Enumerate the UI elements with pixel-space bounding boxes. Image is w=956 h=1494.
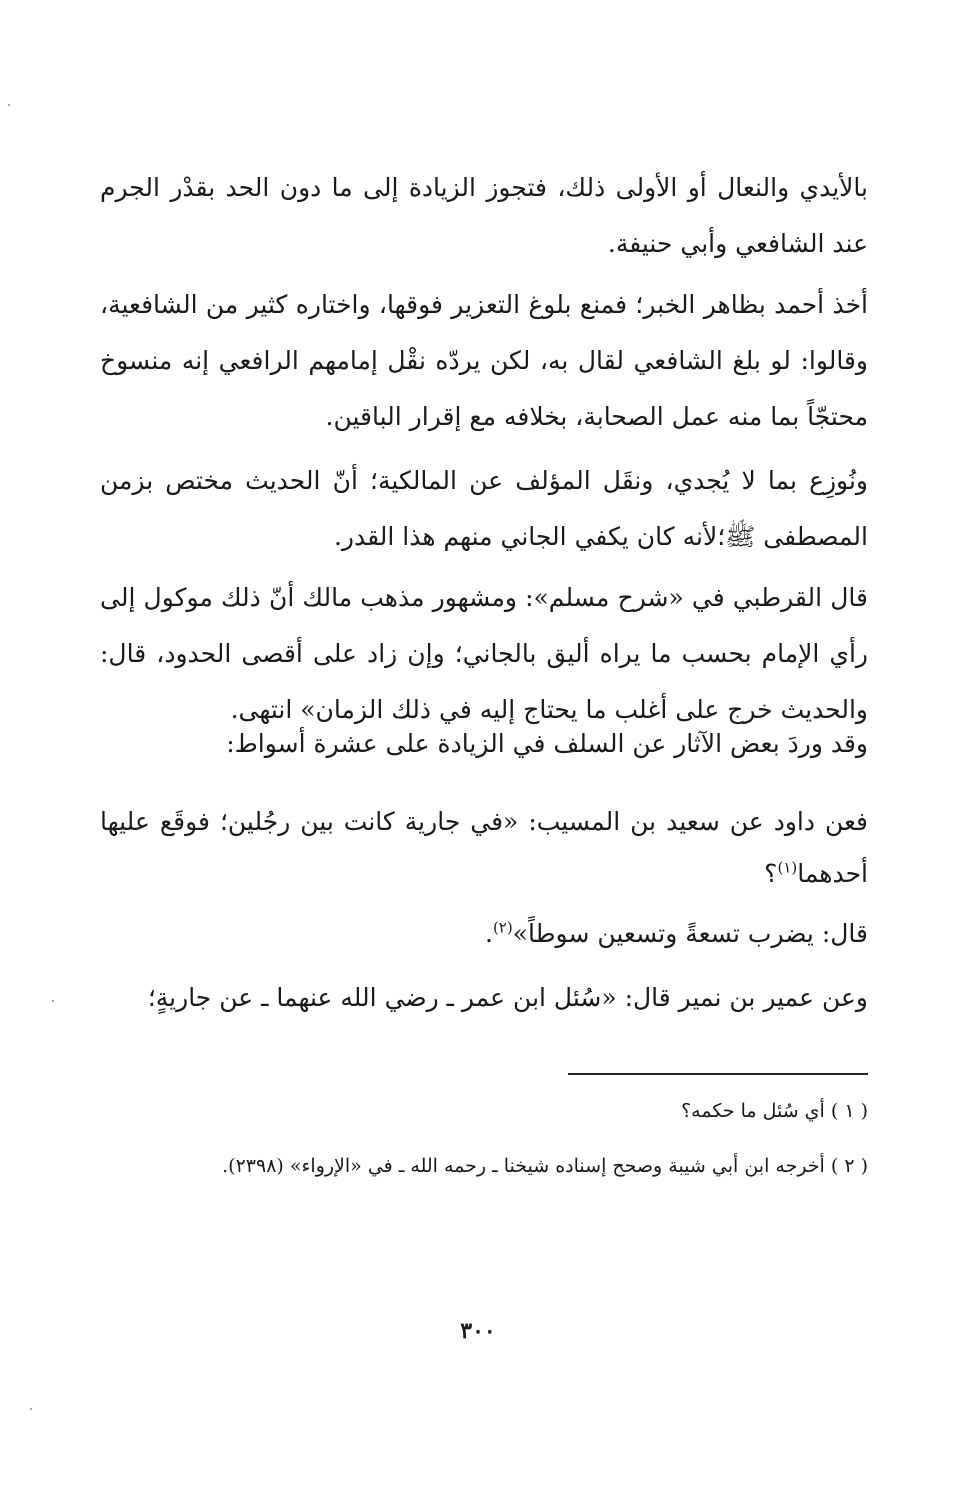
footnote-ref: (١) xyxy=(777,858,798,877)
footnote: ( ١ ) أي سُئل ما حكمه؟ xyxy=(681,1100,868,1122)
punctuation: ؟ xyxy=(764,859,778,888)
footnote-ref: (٢) xyxy=(492,918,513,937)
punctuation: . xyxy=(484,919,493,948)
paragraph-text: فعن داود عن سعيد بن المسيب: «في جارية كانت بين رجُلين؛ فوقَع عليها أحدهما xyxy=(100,807,868,888)
paragraph: بالأيدي والنعال أو الأولى ذلك، فتجوز الزيادة إلى ما دون الحد بقدْر الجرم عند الشافعي وأبي حنيفة. xyxy=(100,173,868,258)
paragraph xyxy=(100,906,902,962)
paragraph: أخذ أحمد بظاهر الخبر؛ فمنع بلوغ التعزير فوقها، واختاره كثير من الشافعية، وقالوا: لو بلغ الشافعي لقال به، لكن يردّه نقْل إمامهم الرافعي إنه منسوخ محتجّاً بما منه عمل الصحابة، بخلافه مع إقرار الباقين. xyxy=(100,290,868,431)
scan-speck xyxy=(30,1408,32,1410)
paragraph: وعن عمير بن نمير قال: «سُئل ابن عمر ـ رضي الله عنهما ـ عن جاريةٍ؛ xyxy=(147,983,868,1012)
page-number: ٣٠٠ xyxy=(460,1318,496,1344)
paragraph xyxy=(100,796,902,900)
scan-speck xyxy=(8,104,10,106)
paragraph-text: قال: يضرب تسعةً وتسعين سوطاً» xyxy=(512,919,868,948)
footnote: ( ٢ ) أخرجه ابن أبي شيبة وصحح إسناده شيخنا ـ رحمه الله ـ في «الإرواء» (٢٣٩٨). xyxy=(222,1155,868,1177)
paragraph: ونُوزِع بما لا يُجدي، ونقَل المؤلف عن المالكية؛ أنّ الحديث مختص بزمن المصطفى ﷺ؛لأنه كان يكفي الجاني منهم هذا القدر. xyxy=(100,466,868,551)
paragraph: قال القرطبي في «شرح مسلم»: ومشهور مذهب مالك أنّ ذلك موكول إلى رأي الإمام بحسب ما يراه أليق بالجاني؛ وإن زاد على أقصى الحدود، قال: والحديث خرج على أغلب ما يحتاج إليه في ذلك الزمان» انتهى. xyxy=(100,583,868,724)
paragraph: وقد وردَ بعض الآثار عن السلف في الزيادة على عشرة أسواط: xyxy=(226,729,868,758)
scan-speck xyxy=(52,1000,54,1002)
footnote-divider xyxy=(568,1073,868,1075)
